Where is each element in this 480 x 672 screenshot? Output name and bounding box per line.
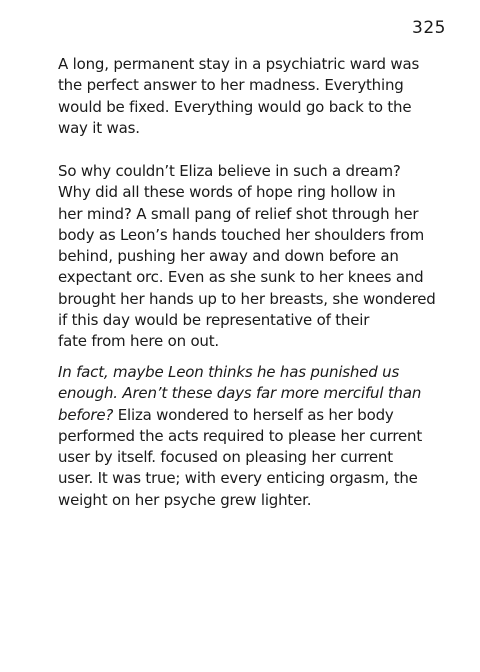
paragraph-line: the perfect answer to her madness. Everything xyxy=(58,76,404,95)
paragraph-line: fate from here on out. xyxy=(58,332,219,351)
paragraph-line: body as Leon’s hands touched her shoulders from xyxy=(58,225,424,244)
page-number: 325 xyxy=(412,18,446,38)
paragraph-2 xyxy=(58,161,436,353)
paragraph-line: way it was. xyxy=(58,118,140,137)
paragraph-line: user by itself. focused on pleasing her current xyxy=(58,448,393,467)
paragraph-line: So why couldn’t Eliza believe in such a dream? xyxy=(58,162,401,180)
paragraph-line: weight on her psyche grew lighter. xyxy=(58,490,312,509)
paragraph-line: would be fixed. Everything would go back to the xyxy=(58,97,412,116)
paragraph-line: her mind? A small pang of relief shot through her xyxy=(58,204,419,223)
paragraph-line: expectant orc. Even as she sunk to her knees and xyxy=(58,268,424,287)
paragraph-line: behind, pushing her away and down before an xyxy=(58,247,399,266)
paragraph-line: performed the acts required to please her current xyxy=(58,426,423,445)
paragraph-1 xyxy=(58,54,420,139)
italic-thought-fragment: before? xyxy=(58,405,114,424)
italic-thought-line: enough. Aren’t these days far more merciful than xyxy=(58,384,422,403)
paragraph-3 xyxy=(58,362,423,511)
paragraph-line xyxy=(58,405,420,426)
paragraph-line: brought her hands up to her breasts, she wondered xyxy=(58,289,436,308)
paragraph-line: Why did all these words of hope ring hollow in xyxy=(58,183,396,202)
paragraph-line: user. It was true; with every enticing orgasm, the xyxy=(58,469,418,488)
italic-thought-line: In fact, maybe Leon thinks he has punished us xyxy=(58,363,400,381)
paragraph-line-rest: Eliza wondered to herself as her body xyxy=(113,405,394,424)
paragraph-line: A long, permanent stay in a psychiatric ward was xyxy=(58,55,420,73)
paragraph-line: if this day would be representative of their xyxy=(58,311,370,330)
